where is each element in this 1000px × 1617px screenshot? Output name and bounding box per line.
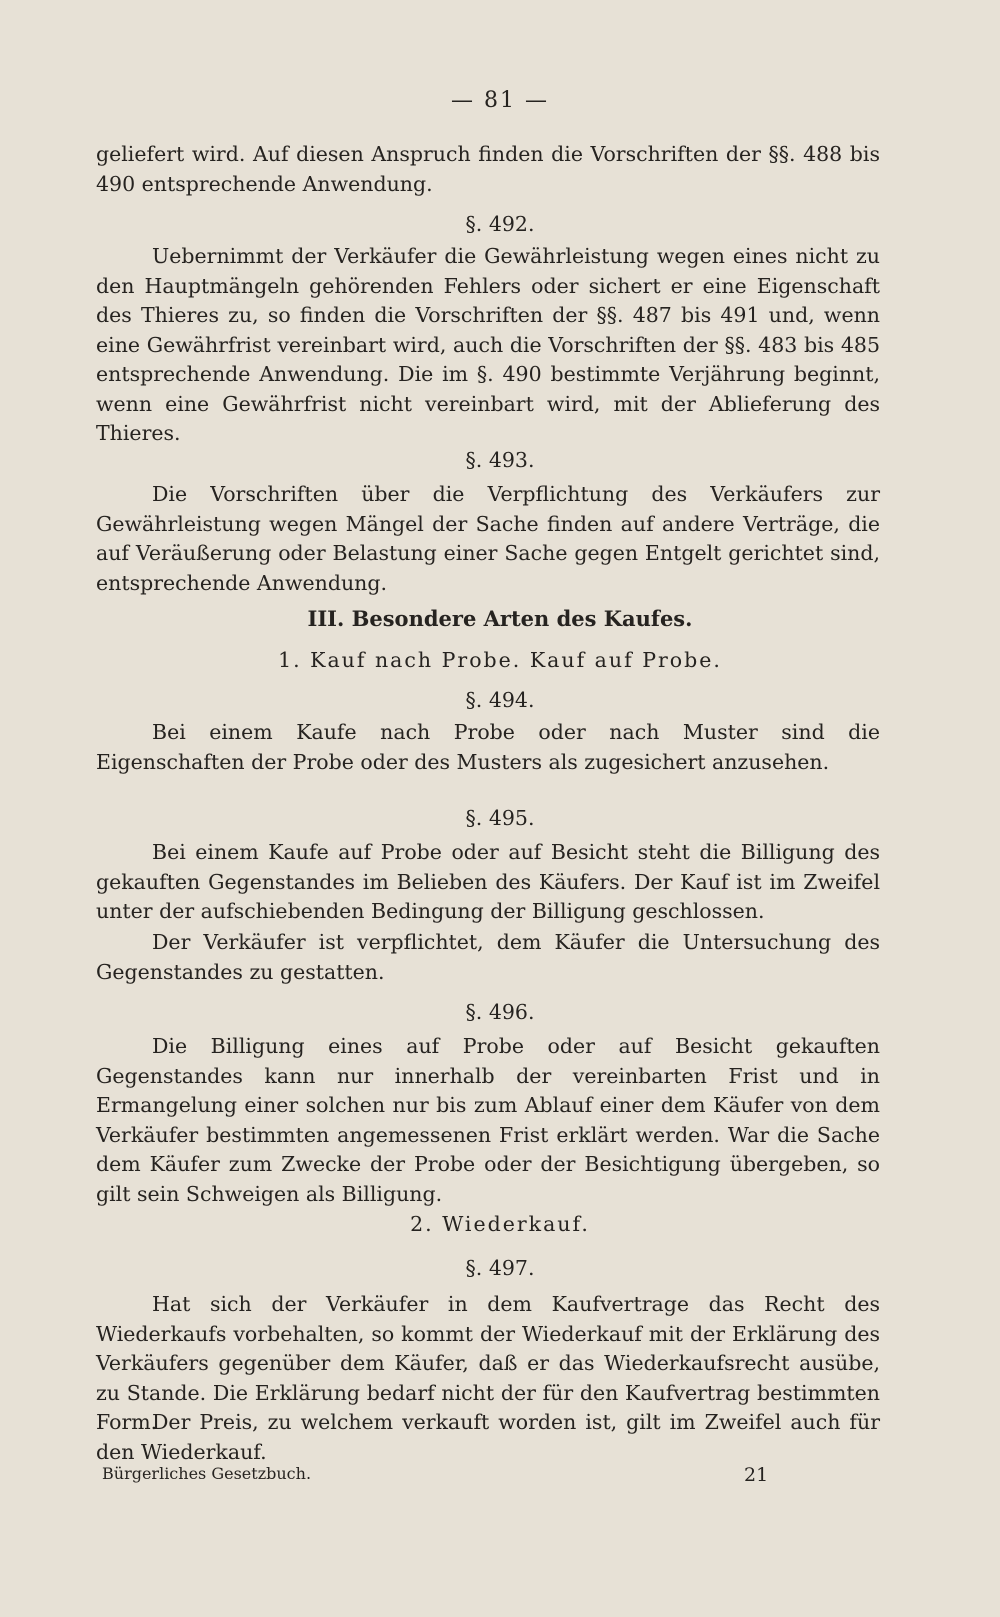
section-494-text: Bei einem Kaufe nach Probe oder nach Muster sind die Eigenschaften der Probe oder des Musters als zugesichert anzusehen. xyxy=(96,720,880,774)
section-492-text: Uebernimmt der Verkäufer die Gewährleistung wegen eines nicht zu den Hauptmängeln gehörenden Fehlers oder sichert er eine Eigenschaft des Thieres zu, so finden die Vorschriften der §§. 487 bis 491 und, wenn eine Gewährfrist vereinbart wird, auch die Vorschriften der §§. 483 bis 485 entsprechende Anwendung. Die im §. 490 bestimmte Verjährung beginnt, wenn eine Gewährfrist nicht vereinbart wird, mit der Ablieferung des Thieres. xyxy=(96,244,880,445)
section-493-text: Die Vorschriften über die Verpflichtung des Verkäufers zur Gewährleistung wegen Mängel der Sache finden auf andere Verträge, die auf Veräußerung oder Belastung einer Sache gegen Entgelt gerichtet sind, entsprechende Anwendung. xyxy=(96,482,880,595)
section-heading-493: §. 493. xyxy=(465,448,535,472)
section-heading-492: §. 492. xyxy=(465,212,535,236)
footer-book-title: Bürgerliches Gesetzbuch. xyxy=(102,1464,312,1483)
title-III: III. Besondere Arten des Kaufes. xyxy=(307,606,693,631)
page-number: — 81 — xyxy=(451,88,549,113)
section-495-text-2: Der Verkäufer ist verpflichtet, dem Käufer die Untersuchung des Gegenstandes zu gestatten. xyxy=(96,930,880,984)
section-496-text: Die Billigung eines auf Probe oder auf Besicht gekauften Gegenstandes kann nur innerhalb der vereinbarten Frist und in Ermangelung einer solchen nur bis zum Ablauf einer dem Käufer von dem Verkäufer bestimmten angemessenen Frist erklärt werden. War die Sache dem Käufer zum Zwecke der Probe oder der Besichtigung übergeben, so gilt sein Schweigen als Billigung. xyxy=(96,1034,880,1206)
section-heading-496: §. 496. xyxy=(465,1000,535,1024)
section-heading-497: §. 497. xyxy=(465,1256,535,1280)
section-heading-495: §. 495. xyxy=(465,806,535,830)
subtitle-2: 2. Wiederkauf. xyxy=(410,1212,590,1236)
paragraph-continued: geliefert wird. Auf diesen Anspruch finden die Vorschriften der §§. 488 bis 490 entsprechende Anwendung. xyxy=(96,142,880,196)
section-497-text-1: Hat sich der Verkäufer in dem Kaufvertrage das Recht des Wiederkaufs vorbehalten, so kommt der Wiederkauf mit der Erklärung des Verkäufers gegenüber dem Käufer, daß er das Wiederkaufsrecht ausübe, zu Stande. Die Erklärung bedarf nicht der für den Kaufvertrag bestimmten Form. xyxy=(96,1292,880,1434)
subtitle-1: 1. Kauf nach Probe. Kauf auf Probe. xyxy=(278,648,722,672)
section-497-text-2: Der Preis, zu welchem verkauft worden ist, gilt im Zweifel auch für den Wiederkauf. xyxy=(96,1410,880,1464)
footer-signature-number: 21 xyxy=(744,1464,769,1486)
section-heading-494: §. 494. xyxy=(465,688,535,712)
section-495-text-1: Bei einem Kaufe auf Probe oder auf Besicht steht die Billigung des gekauften Gegenstandes im Belieben des Käufers. Der Kauf ist im Zweifel unter der aufschiebenden Bedingung der Billigung geschlossen. xyxy=(96,840,880,923)
